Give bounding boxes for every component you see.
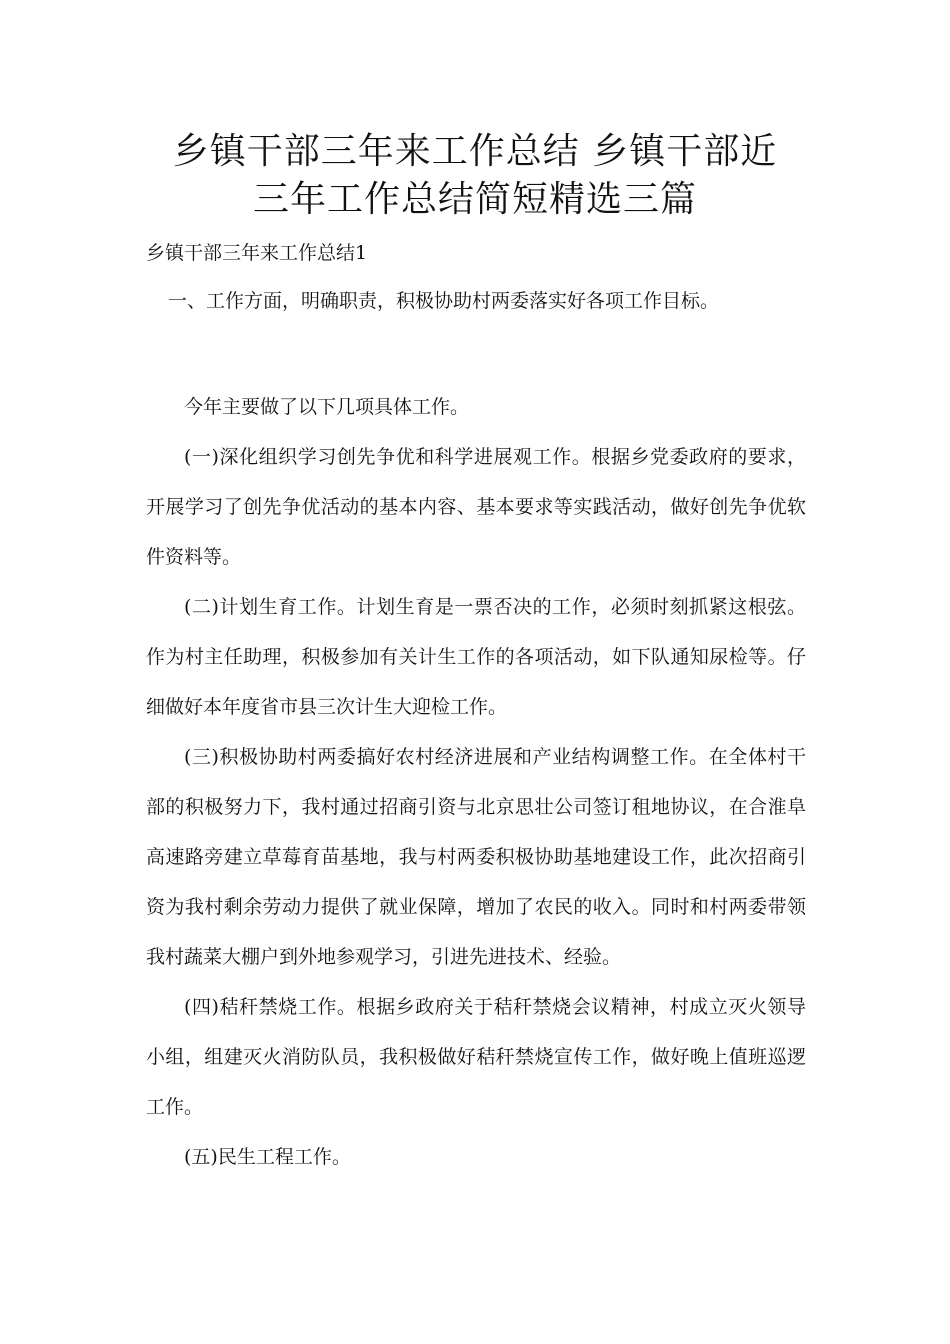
paragraph-intro: 今年主要做了以下几项具体工作。: [184, 396, 470, 418]
paragraph-item-3: (三)积极协助村两委搞好农村经济进展和产业结构调整工作。在全体村干部的积极努力下，我村通过招商引资与北京思壮公司签订租地协议，在合淮阜高速路旁建立草莓育苗基地，我与村两委积极协助基地建设工作，此次招商引资为我村剩余劳动力提供了就业保障，增加了农民的收入。同时和村两委带领我村蔬菜大棚户到外地参观学习，引进先进技术、经验。: [146, 746, 806, 968]
paragraph-item-4: (四)秸秆禁烧工作。根据乡政府关于秸秆禁烧会议精神，村成立灭火领导小组，组建灭火消防队员，我积极做好秸秆禁烧宣传工作，做好晚上值班巡逻工作。: [146, 996, 806, 1118]
paragraph-item-2: (二)计划生育工作。计划生育是一票否决的工作，必须时刻抓紧这根弦。作为村主任助理，积极参加有关计生工作的各项活动，如下队通知尿检等。仔细做好本年度省市县三次计生大迎检工作。: [146, 596, 806, 718]
document-title: [120, 128, 830, 224]
section-heading: 一、工作方面，明确职责，积极协助村两委落实好各项工作目标。: [168, 290, 720, 312]
title-line-1: 乡镇干部三年来工作总结 乡镇干部近: [172, 131, 778, 172]
document-body: [146, 382, 806, 1182]
paragraph-item-5: (五)民生工程工作。: [184, 1146, 351, 1168]
document-subtitle: 乡镇干部三年来工作总结1: [146, 242, 368, 264]
paragraph-item-1: (一)深化组织学习创先争优和科学进展观工作。根据乡党委政府的要求，开展学习了创先争优活动的基本内容、基本要求等实践活动，做好创先争优软件资料等。: [146, 446, 806, 568]
title-line-2: 三年工作总结简短精选三篇: [252, 179, 697, 220]
